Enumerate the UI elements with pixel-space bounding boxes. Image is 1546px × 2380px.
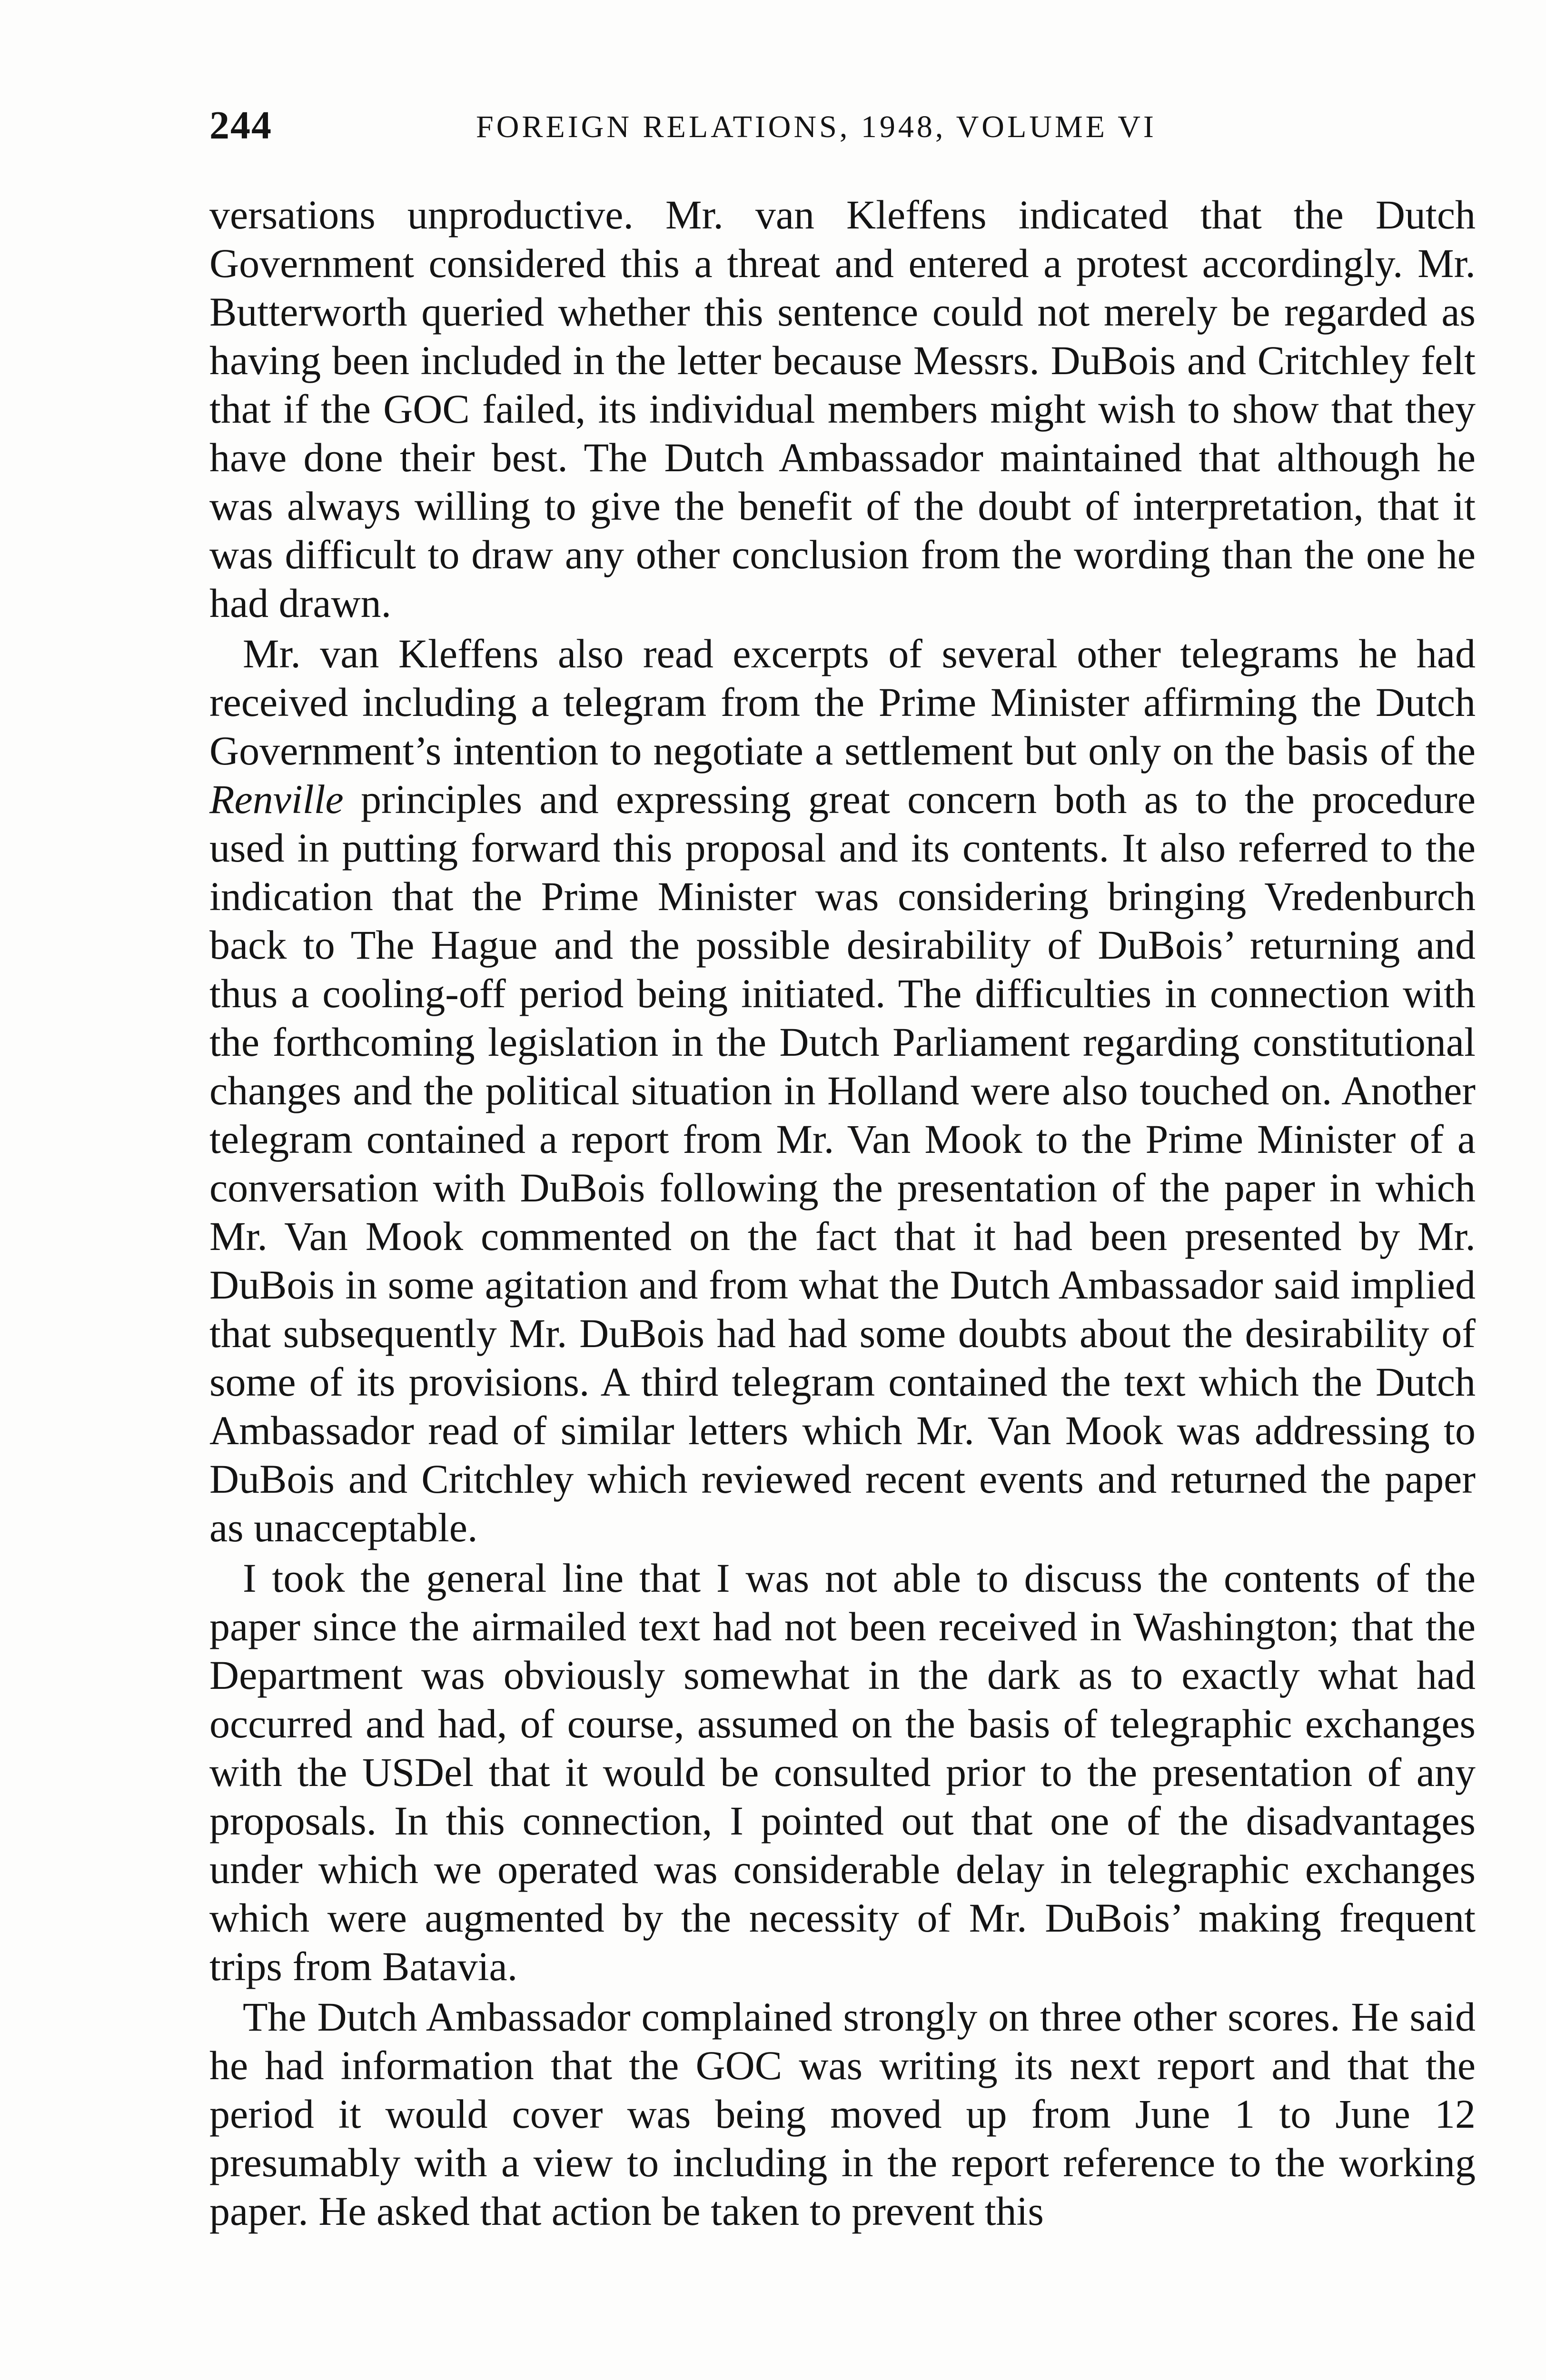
paragraph-2-text-start: Mr. van Kleffens also read excerpts of several other telegrams he had received including a telegram from the Prime Minister affirming the Dutch Government’s intention to negotiate a settlement but only on the basis of the [209, 631, 1476, 774]
page-header [209, 102, 1476, 169]
page-number: 244 [209, 103, 272, 148]
paragraph-2-italic-term: Renville [209, 776, 344, 822]
paragraph-2 [209, 629, 1476, 1552]
paragraph-2-text-end: principles and expressing great concern both as to the procedure used in putting forward this proposal and its contents. It also referred to the indication that the Prime Minister was considering bringing Vredenburch back to The Hague and the possible desirability of DuBois’ returning and thus a cooling-off period being initiated. The difficulties in connection with the forthcoming legislation in the Dutch Parliament regarding constitutional changes and the political situation in Holland were also touched on. Another telegram contained a report from Mr. Van Mook to the Prime Minister of a conversation with DuBois following the presentation of the paper in which Mr. Van Mook commented on the fact that it had been presented by Mr. DuBois in some agitation and from what the Dutch Ambassador said implied that subsequently Mr. DuBois had had some doubts about the desirability of some of its provisions. A third telegram contained the text which the Dutch Ambassador read of similar letters which Mr. Van Mook was addressing to DuBois and Critchley which reviewed recent events and returned the paper as unacceptable. [209, 776, 1476, 1550]
paragraph-1 [209, 190, 1476, 627]
paragraph-1-text: versations unproductive. Mr. van Kleffens indicated that the Dutch Government considered this a threat and entered a protest accordingly. Mr. Butterworth queried whether this sentence could not merely be regarded as having been included in the letter because Messrs. DuBois and Critchley felt that if the GOC failed, its individual members might wish to show that they have done their best. The Dutch Ambassador maintained that although he was always willing to give the benefit of the doubt of interpretation, that it was difficult to draw any other conclusion from the wording than the one he had drawn. [209, 192, 1476, 626]
paragraph-4 [209, 1993, 1476, 2235]
paragraph-4-text: The Dutch Ambassador complained strongly on three other scores. He said he had information that the GOC was writing its next report and that the period it would cover was being moved up from June 1 to June 12 presumably with a view to including in the report reference to the working paper. He asked that action be taken to prevent this [209, 1994, 1476, 2234]
paragraph-3-text: I took the general line that I was not able to discuss the contents of the paper since the airmailed text had not been received in Washington; that the Department was obviously somewhat in the dark as to exactly what had occurred and had, of course, assumed on the basis of telegraphic exchanges with the USDel that it would be consulted prior to the presentation of any proposals. In this connection, I pointed out that one of the disadvantages under which we operated was considerable delay in telegraphic exchanges which were augmented by the necessity of Mr. DuBois’ making frequent trips from Batavia. [209, 1555, 1476, 1989]
paragraph-3 [209, 1554, 1476, 1991]
running-title: FOREIGN RELATIONS, 1948, VOLUME VI [476, 109, 1157, 144]
body-text [209, 190, 1476, 2237]
